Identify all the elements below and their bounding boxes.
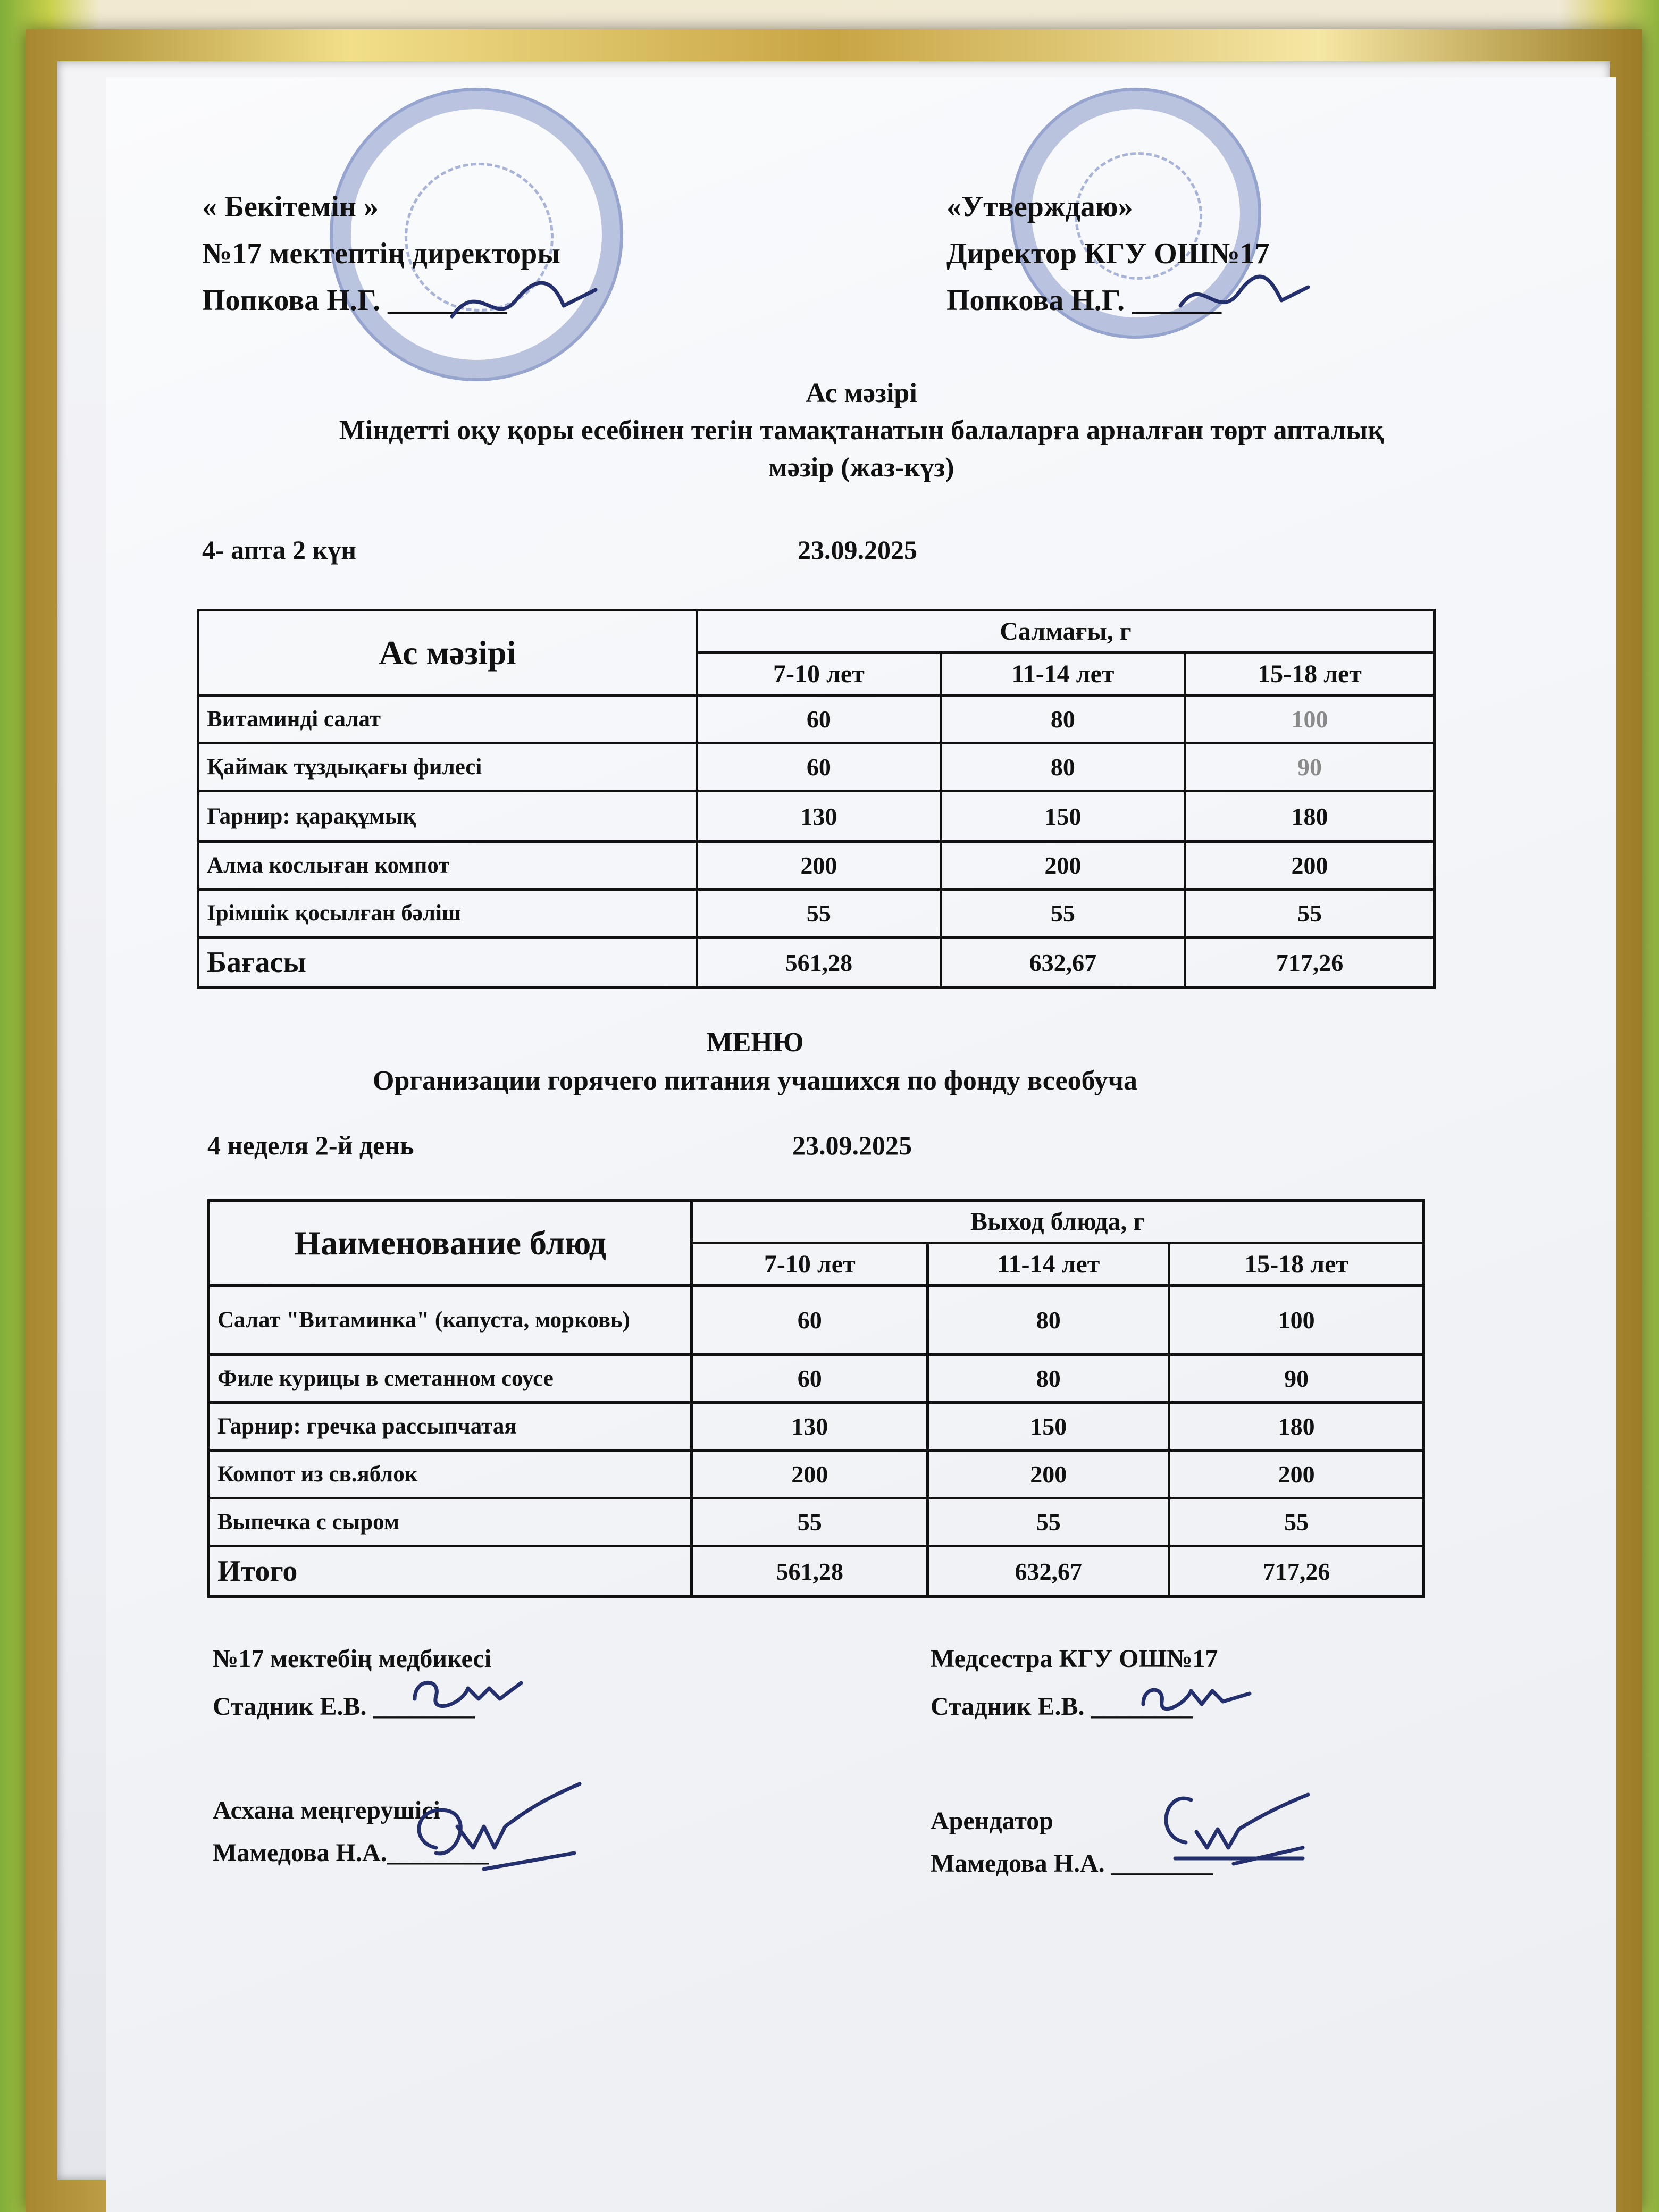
ru-row-1-v2: 90 [1169, 1355, 1424, 1403]
cook-kz-name: Мамедова Н.А.________ [213, 1839, 489, 1867]
ru-menu-table [207, 1199, 1425, 1598]
gold-picture-frame [26, 29, 1642, 2212]
kz-row-1-v1: 80 [941, 743, 1185, 791]
kz-age-15-18: 15-18 лет [1185, 653, 1434, 696]
approval-ru-line1: «Утверждаю» [946, 190, 1133, 223]
kz-heading [106, 375, 1616, 487]
nurse-signature-left [404, 1667, 532, 1720]
ru-row-3-v1: 200 [928, 1451, 1169, 1498]
ru-row-0-v1: 80 [928, 1286, 1169, 1355]
frame-glass [57, 61, 1610, 2180]
ru-row-2-name: Гарнир: гречка рассыпчатая [209, 1403, 692, 1451]
table-row [209, 1498, 1424, 1546]
ru-row-1-v0: 60 [692, 1355, 928, 1403]
kz-row-0-v1: 80 [941, 696, 1185, 743]
ru-row-2-v0: 130 [692, 1403, 928, 1451]
nurse-signature-right [1133, 1672, 1260, 1725]
kz-row-2-name: Гарнир: қарақұмық [198, 791, 697, 842]
cook-signature [404, 1768, 596, 1885]
tenant-name: Мамедова Н.А. ________ [931, 1849, 1213, 1878]
table-row [209, 1403, 1424, 1451]
table-row [198, 842, 1435, 890]
kz-row-0-v0: 60 [697, 696, 941, 743]
ru-heading [106, 1024, 1404, 1100]
ru-age-11-14: 11-14 лет [928, 1243, 1169, 1286]
ru-row-2-v1: 150 [928, 1403, 1169, 1451]
ru-row-4-name: Выпечка с сыром [209, 1498, 692, 1546]
ru-row-2-v2: 180 [1169, 1403, 1424, 1451]
kz-age-7-10: 7-10 лет [697, 653, 941, 696]
kz-row-4-v2: 55 [1185, 890, 1434, 937]
nurse-kz-name: Стадник Е.В. ________ [213, 1692, 475, 1721]
menu-document [106, 77, 1616, 2212]
ru-title: МЕНЮ [706, 1027, 804, 1058]
ru-row-4-v1: 55 [928, 1498, 1169, 1546]
ru-total-0: 561,28 [692, 1546, 928, 1597]
ru-row-1-name: Филе курицы в сметанном соусе [209, 1355, 692, 1403]
director-signature-right [1175, 263, 1313, 327]
kz-title: Ас мәзірі [806, 378, 917, 408]
table-row [209, 1451, 1424, 1498]
ru-date: 23.09.2025 [792, 1130, 912, 1160]
kz-total-0: 561,28 [697, 937, 941, 988]
director-signature-left [447, 269, 606, 332]
nurse-kz-role: №17 мектебің медбикесі [213, 1645, 492, 1673]
kz-row-1-name: Қаймак тұздықағы филесі [198, 743, 697, 791]
ru-row-3-name: Компот из св.яблок [209, 1451, 692, 1498]
kz-row-3-v1: 200 [941, 842, 1185, 890]
table-row-total [209, 1546, 1424, 1597]
ru-total-2: 717,26 [1169, 1546, 1424, 1597]
ru-age-7-10: 7-10 лет [692, 1243, 928, 1286]
kz-date: 23.09.2025 [798, 535, 917, 565]
table-row [209, 1355, 1424, 1403]
approval-ru-line3: Попкова Н.Г. ______ [946, 284, 1222, 317]
ru-row-4-v2: 55 [1169, 1498, 1424, 1546]
ru-week-day: 4 неделя 2-й день [207, 1130, 414, 1160]
kz-row-3-v0: 200 [697, 842, 941, 890]
table-row [198, 791, 1435, 842]
ru-total-label: Итого [209, 1546, 692, 1597]
approval-kz-line3: Попкова Н.Г. ________ [202, 284, 507, 317]
approval-kz-line2: №17 мектептің директоры [202, 237, 560, 270]
table-row-total [198, 937, 1435, 988]
tenant-signature [1143, 1768, 1319, 1874]
kz-row-1-v2: 90 [1185, 743, 1434, 791]
kz-row-0-v2: 100 [1185, 696, 1434, 743]
table-row [198, 696, 1435, 743]
ru-row-1-v1: 80 [928, 1355, 1169, 1403]
ru-row-0-v2: 100 [1169, 1286, 1424, 1355]
ru-row-0-name: Салат "Витаминка" (капуста, морковь) [209, 1286, 692, 1355]
cook-kz-role: Асхана меңгерушісі [213, 1796, 440, 1824]
kz-row-2-v1: 150 [941, 791, 1185, 842]
kz-row-4-v1: 55 [941, 890, 1185, 937]
ru-row-3-v0: 200 [692, 1451, 928, 1498]
ru-name-header: Наименование блюд [209, 1201, 692, 1286]
ru-row-3-v2: 200 [1169, 1451, 1424, 1498]
table-row [198, 890, 1435, 937]
approval-kz-line1: « Бекітемін » [202, 190, 379, 223]
kz-name-header: Ас мәзірі [198, 610, 697, 696]
approval-ru-line2: Директор КГУ ОШ№17 [946, 237, 1270, 270]
ru-row-0-v0: 60 [692, 1286, 928, 1355]
table-row [198, 743, 1435, 791]
kz-age-11-14: 11-14 лет [941, 653, 1185, 696]
kz-subtitle-1: Міндетті оқу қоры есебінен тегін тамақтанатын балаларға арналған төрт апталық [339, 415, 1384, 446]
nurse-ru-name: Стадник Е.В. ________ [931, 1692, 1193, 1721]
ru-total-1: 632,67 [928, 1546, 1169, 1597]
kz-row-1-v0: 60 [697, 743, 941, 791]
kz-weight-header: Салмағы, г [697, 610, 1434, 653]
ru-weight-header: Выход блюда, г [692, 1201, 1424, 1243]
ru-age-15-18: 15-18 лет [1169, 1243, 1424, 1286]
ru-row-4-v0: 55 [692, 1498, 928, 1546]
kz-row-0-name: Витаминді салат [198, 696, 697, 743]
kz-total-label: Бағасы [198, 937, 697, 988]
nurse-ru-role: Медсестра КГУ ОШ№17 [931, 1645, 1218, 1673]
kz-subtitle-2: мәзір (жаз-күз) [768, 453, 954, 483]
kz-row-2-v0: 130 [697, 791, 941, 842]
kz-row-4-name: Ірімшік қосылған бәліш [198, 890, 697, 937]
kz-total-1: 632,67 [941, 937, 1185, 988]
kz-total-2: 717,26 [1185, 937, 1434, 988]
table-row [209, 1286, 1424, 1355]
kz-row-3-name: Алма кослыған компот [198, 842, 697, 890]
kz-row-2-v2: 180 [1185, 791, 1434, 842]
ru-subtitle: Организации горячего питания учашихся по фонду всеобуча [373, 1066, 1137, 1096]
kz-row-3-v2: 200 [1185, 842, 1434, 890]
tenant-role: Арендатор [931, 1807, 1053, 1835]
kz-row-4-v0: 55 [697, 890, 941, 937]
kz-menu-table [197, 609, 1436, 989]
kz-week-day: 4- апта 2 күн [202, 535, 357, 565]
